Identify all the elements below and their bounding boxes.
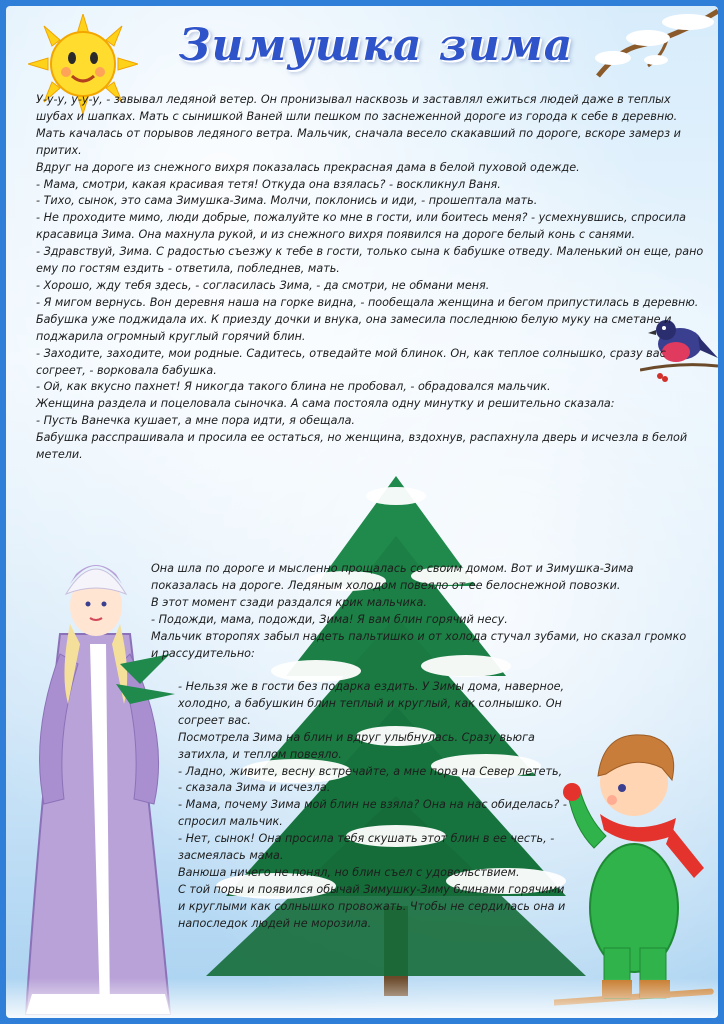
story-paragraph: Женщина разделa и поцеловала сыночка. А сама постояла одну минутку и решительно сказала:	[36, 397, 615, 411]
story-paragraph: - Нельзя же в гости без подарка ездить. У Зимы дома, наверное, холодно, а бабушкин блин теплый и круглый, как солнышко. Он согреет вас.	[178, 680, 565, 727]
story-paragraph: - Не проходите мимо, люди добрые, пожалуйте ко мне в гости, или боитесь меня? - усмехнувшись, спросила красавица Зима. Она махнула рукой, и из снежного вихря появился на дороге белый конь с санями.	[36, 211, 687, 242]
story-paragraph: В этот момент сзади раздался крик мальчика.	[151, 595, 427, 609]
story-paragraph: - Ладно, живите, весну встречайте, а мне пора на Север лететь, - сказала Зима и исчезла.	[178, 764, 563, 795]
story-paragraph: Она шла по дороге и мысленно прощалась со своим домом. Вот и Зимушка-Зима показалась на дороге. Ледяным холодом повеяло от ее белоснежной повозки.	[151, 562, 634, 592]
story-paragraph: - Я мигом вернусь. Вон деревня наша на горке видна, - пообещала женщина и бегом припустилась в деревню.	[36, 295, 699, 309]
story-paragraph: Посмотрела Зима на блин и вдруг улыбнулась. Сразу вьюга затихла, и теплом повеяло.	[178, 730, 535, 761]
snow-ground	[6, 978, 718, 1018]
boy-on-skis-illustration	[554, 718, 718, 1018]
story-paragraph: Мальчик второпях забыл надеть пальтишко и от холода стучал зубами, но сказал громко и рассудительно:	[151, 629, 687, 660]
snowy-branch-illustration	[568, 6, 718, 96]
story-paragraph: - Ой, как вкусно пахнет! Я никогда такого блина не пробовал, - обрадовался мальчик.	[36, 380, 551, 394]
poster-frame	[6, 6, 718, 1018]
story-paragraph: Вдруг на дороге из снежного вихря показалась прекрасная дама в белой пуховой одежде.	[36, 160, 580, 174]
story-paragraph: - Мама, смотри, какая красивая тетя! Откуда она взялась? - воскликнул Ваня.	[36, 177, 501, 191]
story-paragraph: Бабушка расспрашивала и просила ее остаться, но женщина, вздохнув, распахнула дверь и исчезла в белой метели.	[36, 431, 688, 462]
story-paragraph: У-у-у, у-у-у, - завывал ледяной ветер. Он пронизывал насквозь и заставлял ежиться людей даже в теплых шубах и шапках. Мать с сынишкой Ваней шли пешком по заснеженной дороге из города к себе в деревню. Мать качалась от порывов ледяного ветра. Мальчик, сначала весело скакавший по дороге, вскоре замерз и притих.	[36, 93, 681, 157]
story-paragraph: - Хорошо, жду тебя здесь, - согласилась Зима, - да смотри, не обмани меня.	[36, 278, 490, 292]
story-paragraph: - Пусть Ванечка кушает, а мне пора идти, я обещала.	[36, 414, 355, 428]
story-paragraph: - Здравствуй, Зима. С радостью съезжу к тебе в гости, только сына к бабушке отведу. Маленький он еще, рано ему по гостям ездить - ответила, побледнев, мать.	[36, 245, 704, 276]
story-part-2	[151, 561, 691, 662]
story-part-3	[178, 679, 568, 933]
story-paragraph: - Тихо, сынок, это сама Зимушка-Зима. Молчи, поклонись и иди, - прошептала мать.	[36, 194, 538, 208]
story-paragraph: С той поры и появился обычай Зимушку-Зиму блинами горячими и круглыми как солнышко провожать. Чтобы не сердилась она и напоследок людей не морозила.	[178, 882, 566, 930]
story-paragraph: Бабушка уже поджидала их. К приезду дочки и внука, она замесила последнюю белую муку на сметане и поджарила огромный круглый горячий блин.	[36, 312, 672, 343]
story-paragraph: - Подожди, мама, подожди, Зима! Я вам блин горячий несу.	[151, 612, 508, 626]
story-paragraph: - Заходите, заходите, мои родные. Садитесь, отведайте мой блинок. Он, как теплое солнышко, сразу вас согреет, - ворковала бабушка.	[36, 346, 666, 377]
story-paragraph: Ванюша ничего не понял, но блин съел с удовольствием.	[178, 865, 520, 879]
page-title: Зимушка зима	[178, 20, 574, 71]
story-part-1	[36, 92, 708, 464]
story-paragraph: - Нет, сынок! Она просила тебя скушать этот блин в ее честь, - засмеялась мама.	[178, 832, 555, 863]
story-paragraph: - Мама, почему Зима мой блин не взяла? Она на нас обиделась? - спросил мальчик.	[178, 798, 567, 829]
